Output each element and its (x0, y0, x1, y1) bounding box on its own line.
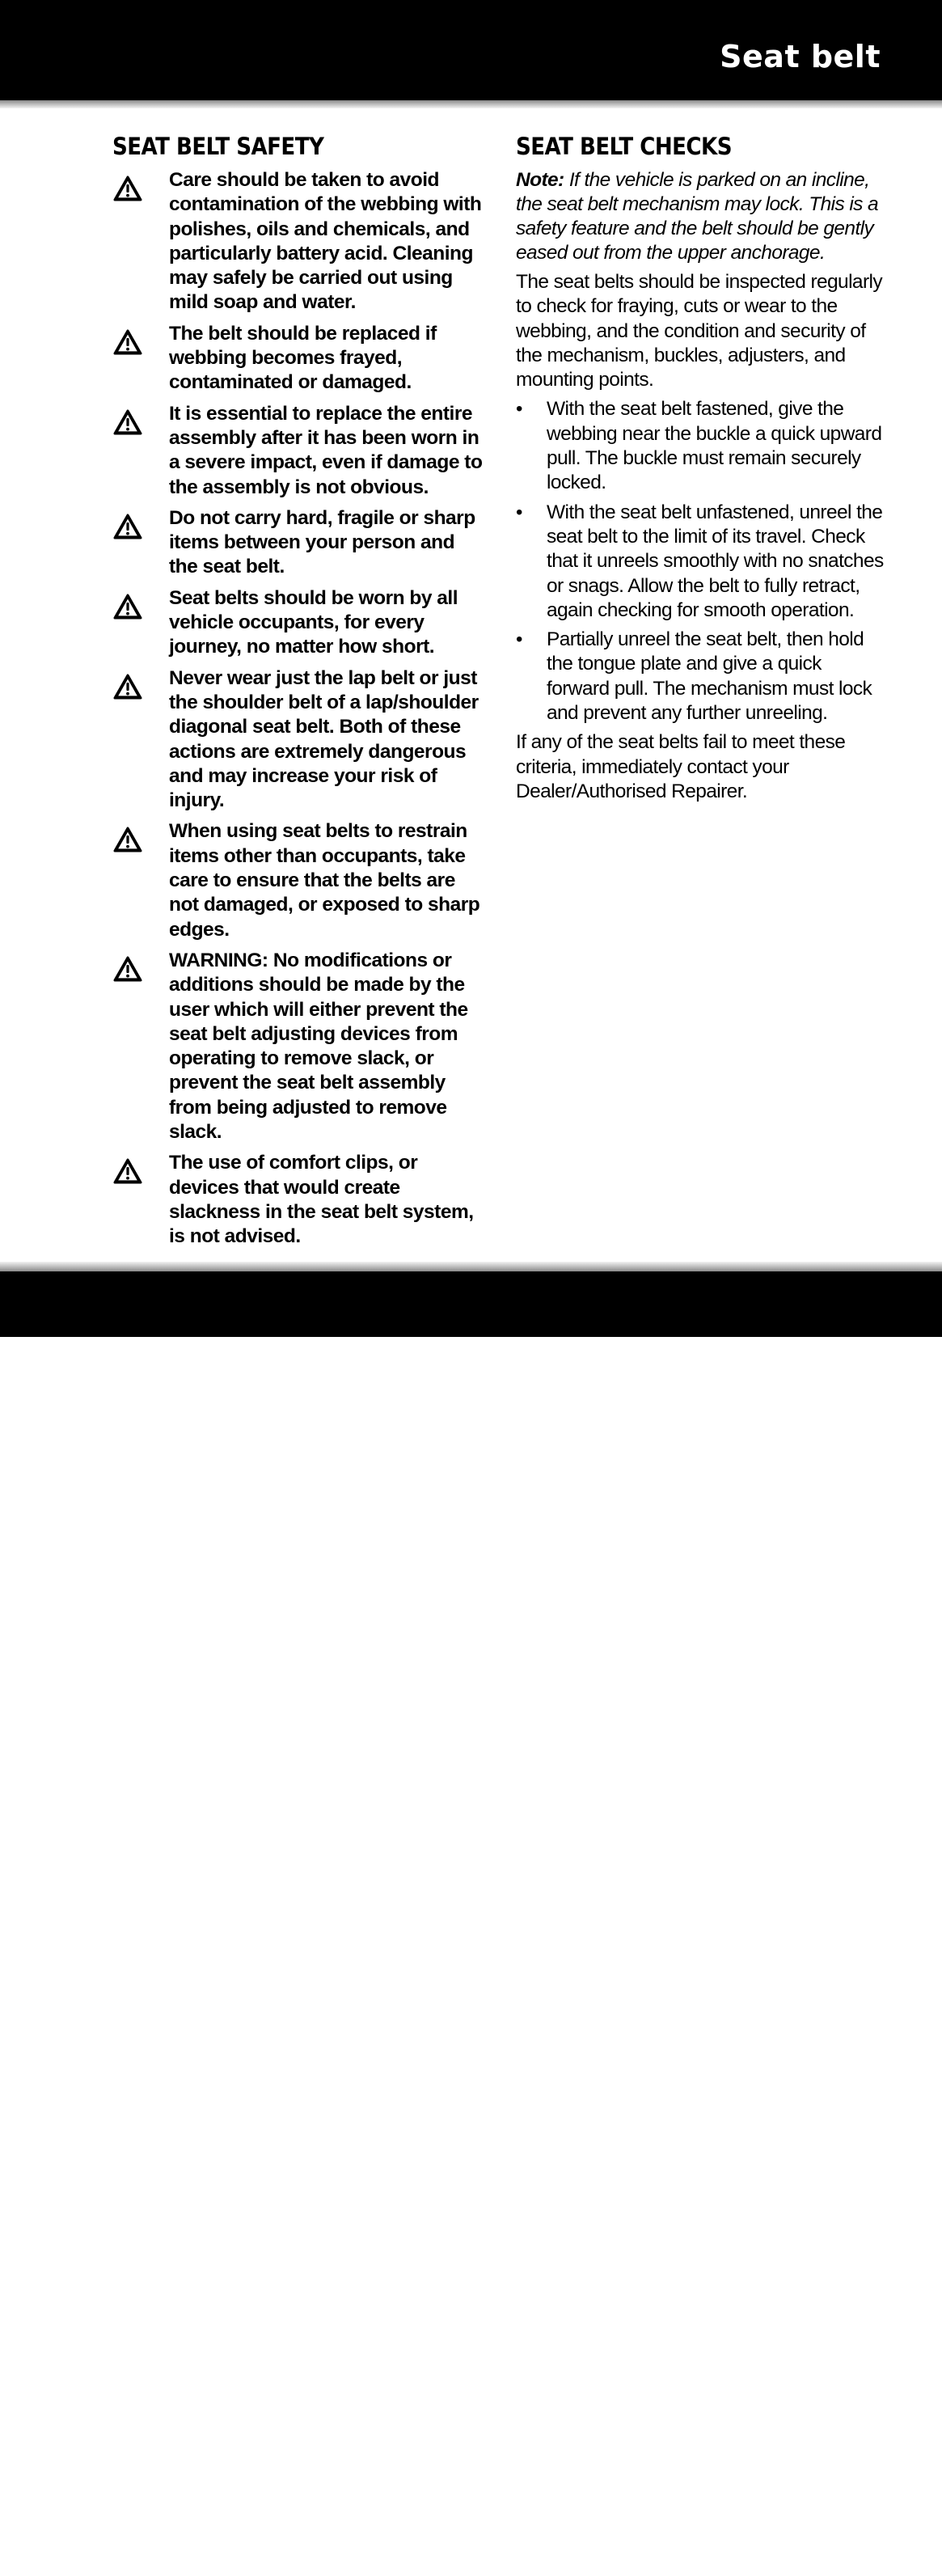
warning-item (112, 322, 484, 395)
warning-item (112, 506, 484, 580)
warning-triangle-icon (112, 408, 143, 436)
list-item (516, 628, 884, 725)
warning-text: WARNING: No modifications or additions should be made by the user which will either prevent the seat belt adjusting devices from operating to remove slack, or prevent the seat belt assembly from being adjusted to remove slack. (169, 949, 468, 1143)
page-number: 17 (858, 2557, 881, 2576)
warning-item (112, 819, 484, 941)
bullet-icon: • (516, 628, 523, 651)
footer-divider (0, 1262, 942, 1271)
seat-belt-checks-section (516, 133, 884, 809)
warning-text: Care should be taken to avoid contamination of the webbing with polishes, oils and chemicals, and particularly battery acid. Cleaning may safely be carried out using mild soap and water. (169, 169, 482, 314)
warning-item (112, 666, 484, 814)
warning-item (112, 168, 484, 315)
footer-bar (0, 1271, 942, 2576)
note-label: Note: (516, 169, 564, 191)
warning-triangle-icon (112, 513, 143, 540)
warning-item (112, 586, 484, 660)
header-bar (0, 0, 942, 100)
warning-triangle-icon (112, 593, 143, 620)
check-list (516, 397, 884, 725)
warning-triangle-icon (112, 673, 143, 700)
seat-belt-safety-section (112, 133, 484, 1255)
warning-triangle-icon (112, 955, 143, 983)
header-divider (0, 100, 942, 108)
bullet-text: With the seat belt unfastened, unreel the seat belt to the limit of its travel. Check that it unreels smoothly with no snatches or snags. Allow the belt to fully retract, again checking for smooth operation. (547, 501, 884, 621)
list-item (516, 397, 884, 495)
closing-paragraph: If any of the seat belts fail to meet these criteria, immediately contact your Dealer/Authorised Repairer. (516, 731, 846, 802)
intro-paragraph: The seat belts should be inspected regularly to check for fraying, cuts or wear to the webbing, and the condition and security of the mechanism, buckles, adjusters, and mounting points. (516, 271, 883, 391)
note (516, 168, 884, 265)
warning-text: The use of comfort clips, or devices that would create slackness in the seat belt system, is not advised. (169, 1152, 474, 1248)
warning-triangle-icon (112, 328, 143, 356)
note-text: If the vehicle is parked on an incline, the seat belt mechanism may lock. This is a safety feature and the belt should be gently eased out from the upper anchorage. (516, 169, 879, 264)
bullet-icon: • (516, 398, 523, 421)
warning-text: Do not carry hard, fragile or sharp items between your person and the seat belt. (169, 506, 475, 578)
section-heading-checks: SEAT BELT CHECKS (516, 133, 732, 160)
warning-text: It is essential to replace the entire assembly after it has been worn in a severe impact, even if damage to the assembly is not obvious. (169, 402, 483, 498)
list-item (516, 501, 884, 623)
warning-list (112, 168, 484, 1249)
warning-text: When using seat belts to restrain items other than occupants, take care to ensure that the belts are not damaged, or exposed to sharp edges. (169, 820, 480, 941)
bullet-text: With the seat belt fastened, give the webbing near the buckle a quick upward pull. The buckle must remain securely locked. (547, 398, 882, 494)
warning-triangle-icon (112, 175, 143, 202)
bullet-text: Partially unreel the seat belt, then hold the tongue plate and give a quick forward pull. The mechanism must lock and prevent any further unreeling. (547, 628, 872, 725)
warning-item (112, 1151, 484, 1249)
section-heading-safety: SEAT BELT SAFETY (112, 133, 324, 160)
warning-triangle-icon (112, 826, 143, 853)
page-title: Seat belt (720, 39, 881, 74)
warning-item (112, 402, 484, 500)
warning-text: Seat belts should be worn by all vehicle occupants, for every journey, no matter how short. (169, 586, 458, 658)
warning-item (112, 949, 484, 1144)
warning-text: The belt should be replaced if webbing becomes frayed, contaminated or damaged. (169, 322, 437, 394)
warning-text: Never wear just the lap belt or just the shoulder belt of a lap/shoulder diagonal seat belt. Both of these actions are extremely dangerous and may increase your risk of injury. (169, 666, 479, 812)
bullet-icon: • (516, 501, 523, 523)
warning-triangle-icon (112, 1157, 143, 1185)
